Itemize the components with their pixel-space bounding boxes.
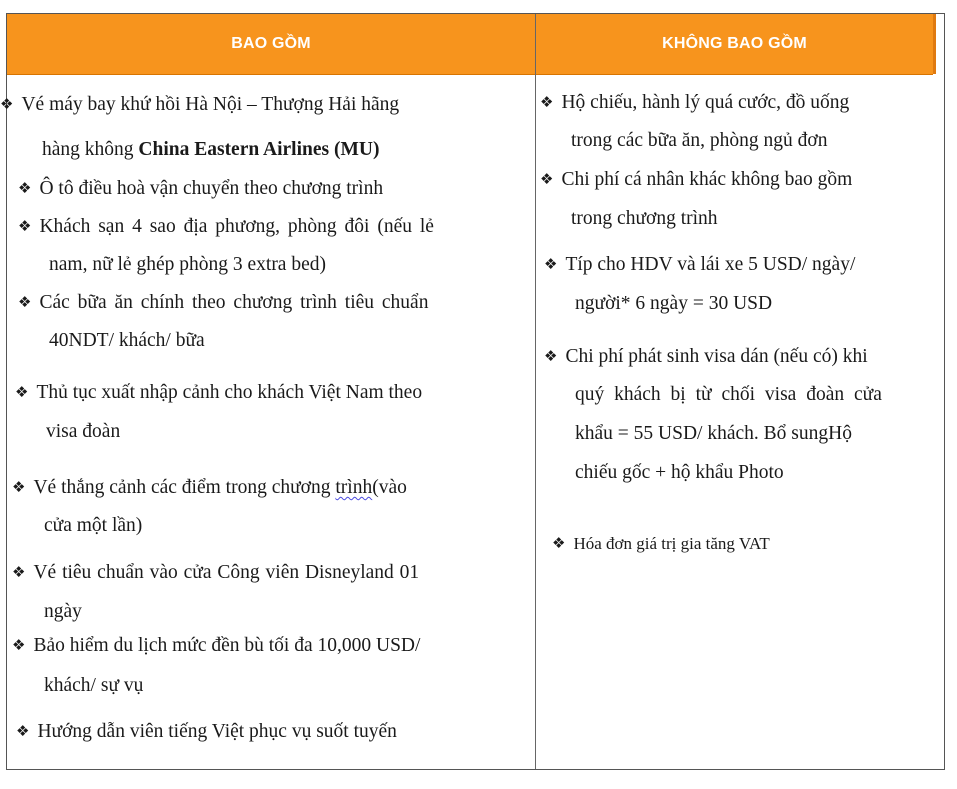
spellcheck-underline: trình <box>335 477 373 498</box>
included-item: ❖ Bảo hiểm du lịch mức đền bù tối đa 10,000 USD/ <box>12 635 421 656</box>
diamond-bullet-icon: ❖ <box>540 93 554 111</box>
diamond-bullet-icon: ❖ <box>18 179 32 197</box>
diamond-bullet-icon: ❖ <box>12 636 26 654</box>
diamond-bullet-icon: ❖ <box>552 534 566 552</box>
included-item-line: ngày <box>44 601 82 622</box>
excluded-item-line: chiếu gốc + hộ khẩu Photo <box>575 462 784 483</box>
excluded-item: ❖ Hóa đơn giá trị gia tăng VAT <box>552 534 770 553</box>
diamond-bullet-icon: ❖ <box>16 722 30 740</box>
included-header-label: BAO GỒM <box>231 35 311 52</box>
included-item-line: cửa một lần) <box>44 515 143 536</box>
diamond-bullet-icon: ❖ <box>0 95 14 113</box>
included-item: ❖ Hướng dẫn viên tiếng Việt phục vụ suốt tuyến <box>16 721 397 742</box>
included-item: ❖ Vé máy bay khứ hồi Hà Nội – Thượng Hải hãng <box>0 94 400 115</box>
included-item-line: hàng không China Eastern Airlines (MU) <box>42 139 380 160</box>
excluded-item-line: khẩu = 55 USD/ khách. Bổ sungHộ <box>575 423 852 444</box>
included-item: ❖ Vé thắng cảnh các điểm trong chương trình(vào <box>12 477 407 498</box>
diamond-bullet-icon: ❖ <box>544 255 558 273</box>
diamond-bullet-icon: ❖ <box>12 563 26 581</box>
column-divider <box>535 14 536 769</box>
diamond-bullet-icon: ❖ <box>18 293 32 311</box>
included-item: ❖ Ô tô điều hoà vận chuyển theo chương trình <box>18 178 384 199</box>
diamond-bullet-icon: ❖ <box>15 383 29 401</box>
diamond-bullet-icon: ❖ <box>540 170 554 188</box>
included-item: ❖ Khách sạn 4 sao địa phương, phòng đôi (nếu lẻ <box>18 216 434 237</box>
included-item-line: 40NDT/ khách/ bữa <box>49 330 205 351</box>
header-edge-strip <box>933 14 936 74</box>
excluded-item-line: quý khách bị từ chối visa đoàn cửa <box>575 384 882 405</box>
included-item: ❖ Vé tiêu chuẩn vào cửa Công viên Disneyland 01 <box>12 562 420 583</box>
diamond-bullet-icon: ❖ <box>12 478 26 496</box>
included-item-line: nam, nữ lẻ ghép phòng 3 extra bed) <box>49 254 326 275</box>
included-item: ❖ Thủ tục xuất nhập cảnh cho khách Việt Nam theo <box>15 382 423 403</box>
excluded-header <box>536 14 933 75</box>
excluded-header-label: KHÔNG BAO GỒM <box>662 35 807 52</box>
included-header <box>7 14 535 75</box>
excluded-item-line: trong các bữa ăn, phòng ngủ đơn <box>571 130 828 151</box>
excluded-item: ❖ Chi phí cá nhân khác không bao gồm <box>540 169 853 190</box>
included-item-line: visa đoàn <box>46 421 121 442</box>
diamond-bullet-icon: ❖ <box>544 347 558 365</box>
included-item-line: khách/ sự vụ <box>44 675 144 696</box>
included-item: ❖ Các bữa ăn chính theo chương trình tiêu chuẩn <box>18 292 429 313</box>
excluded-item-line: người* 6 ngày = 30 USD <box>575 293 773 314</box>
excluded-item-line: trong chương trình <box>571 208 718 229</box>
excluded-item: ❖ Hộ chiếu, hành lý quá cước, đồ uống <box>540 92 850 113</box>
excluded-item: ❖ Chi phí phát sinh visa dán (nếu có) khi <box>544 346 868 367</box>
excluded-item: ❖ Típ cho HDV và lái xe 5 USD/ ngày/ <box>544 254 856 275</box>
airline-name: China Eastern Airlines (MU) <box>138 139 380 160</box>
diamond-bullet-icon: ❖ <box>18 217 32 235</box>
